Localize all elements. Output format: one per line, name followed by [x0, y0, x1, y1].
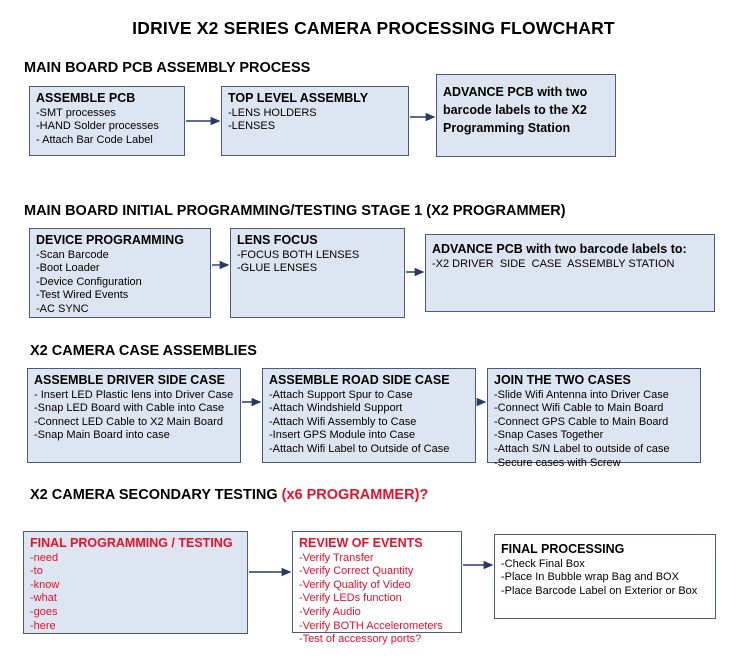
box-join-the-two-cases-line-5: -Secure cases with Screw — [494, 456, 621, 469]
box-device-programming-line-4: -AC SYNC — [36, 302, 89, 315]
box-final-programming-testing — [23, 531, 248, 634]
box-assemble-driver-side-case-line-3: -Snap Main Board into case — [34, 429, 170, 442]
box-assemble-road-side-case-title: ASSEMBLE ROAD SIDE CASE — [269, 373, 450, 387]
section-heading-3 — [30, 343, 257, 359]
box-review-of-events-line-3: -Verify LEDs function — [299, 592, 402, 605]
box-device-programming-line-0: -Scan Barcode — [36, 248, 109, 261]
section-heading-4 — [30, 487, 428, 503]
box-assemble-road-side-case-line-0: -Attach Support Spur to Case — [269, 388, 413, 401]
box-join-the-two-cases-title: JOIN THE TWO CASES — [494, 373, 631, 387]
box-assemble-road-side-case-line-4: -Attach Wifi Label to Outside of Case — [269, 442, 450, 455]
box-assemble-pcb — [29, 86, 185, 156]
box-top-level-assembly-line-0: -LENS HOLDERS — [228, 106, 317, 119]
box-assemble-driver-side-case-line-2: -Connect LED Cable to X2 Main Board — [34, 415, 223, 428]
box-review-of-events-line-5: -Verify BOTH Accelerometers — [299, 619, 443, 632]
box-advance-pcb-driver-side-title: ADVANCE PCB with two barcode labels to: — [432, 242, 687, 256]
box-assemble-driver-side-case-line-0: - Insert LED Plastic lens into Driver Case — [34, 388, 234, 401]
box-final-programming-testing-title: FINAL PROGRAMMING / TESTING — [30, 536, 233, 550]
box-review-of-events-line-6: -Test of accessory ports? — [299, 633, 422, 646]
box-join-the-two-cases-line-2: -Connect GPS Cable to Main Board — [494, 415, 669, 428]
box-join-the-two-cases-line-4: -Attach S/N Label to outside of case — [494, 442, 670, 455]
box-advance-pcb-programming-station — [436, 74, 616, 157]
box-final-processing-line-0: -Check Final Box — [501, 557, 585, 570]
box-lens-focus — [230, 228, 405, 318]
box-assemble-driver-side-case-title: ASSEMBLE DRIVER SIDE CASE — [34, 373, 226, 387]
box-assemble-pcb-line-2: - Attach Bar Code Label — [36, 133, 153, 146]
box-review-of-events-line-4: -Verify Audio — [299, 605, 361, 618]
box-lens-focus-title: LENS FOCUS — [237, 233, 318, 247]
box-advance-pcb-programming-station-title: ADVANCE PCB with two barcode labels to the X2 Programming Station — [443, 85, 588, 135]
box-join-the-two-cases-line-3: -Snap Cases Together — [494, 429, 604, 442]
section-heading-2-label: MAIN BOARD INITIAL PROGRAMMING/TESTING STAGE 1 (X2 PROGRAMMER) — [24, 203, 566, 219]
box-lens-focus-line-1: -GLUE LENSES — [237, 262, 318, 275]
box-top-level-assembly-title: TOP LEVEL ASSEMBLY — [228, 91, 369, 105]
box-review-of-events-line-1: -Verify Correct Quantity — [299, 565, 414, 578]
box-final-programming-testing-line-0: -need — [30, 551, 59, 564]
box-advance-pcb-driver-side-line-0: -X2 DRIVER SIDE CASE ASSEMBLY STATION — [432, 257, 675, 270]
section-heading-2 — [24, 203, 566, 219]
box-device-programming-line-3: -Test Wired Events — [36, 289, 129, 302]
box-final-programming-testing-line-2: -know — [30, 578, 60, 591]
box-advance-pcb-driver-side — [425, 234, 715, 312]
box-assemble-pcb-line-1: -HAND Solder processes — [36, 120, 159, 133]
box-device-programming-line-1: -Boot Loader — [36, 262, 100, 275]
box-assemble-road-side-case-line-3: -Insert GPS Module into Case — [269, 429, 416, 442]
box-assemble-driver-side-case — [27, 368, 241, 463]
section-heading-1 — [24, 60, 310, 76]
section-heading-3-label: X2 CAMERA CASE ASSEMBLIES — [30, 343, 257, 359]
box-join-the-two-cases-line-0: -Slide Wifi Antenna into Driver Case — [494, 388, 669, 401]
box-review-of-events-line-2: -Verify Quality of Video — [299, 578, 411, 591]
box-assemble-road-side-case-line-2: -Attach Wifi Assembly to Case — [269, 415, 417, 428]
box-review-of-events-title: REVIEW OF EVENTS — [299, 536, 423, 550]
box-device-programming-line-2: -Device Configuration — [36, 275, 142, 288]
box-assemble-road-side-case-line-1: -Attach Windshield Support — [269, 402, 403, 415]
box-final-programming-testing-line-1: -to — [30, 565, 43, 578]
section-heading-1-label: MAIN BOARD PCB ASSEMBLY PROCESS — [24, 60, 311, 76]
box-final-processing — [494, 534, 716, 619]
box-assemble-pcb-title: ASSEMBLE PCB — [36, 91, 136, 105]
box-device-programming-title: DEVICE PROGRAMMING — [36, 233, 184, 247]
box-join-the-two-cases — [487, 368, 701, 469]
box-final-programming-testing-line-5: -here — [30, 619, 56, 632]
box-lens-focus-line-0: -FOCUS BOTH LENSES — [237, 248, 360, 261]
page-title: IDRIVE X2 SERIES CAMERA PROCESSING FLOWCHART — [132, 18, 615, 38]
section-heading-4-suffix: (x6 PROGRAMMER)? — [281, 487, 429, 503]
box-review-of-events-line-0: -Verify Transfer — [299, 551, 374, 564]
box-final-programming-testing-line-4: -goes — [30, 605, 58, 618]
box-top-level-assembly-line-1: -LENSES — [228, 120, 276, 133]
box-final-programming-testing-line-3: -what — [30, 592, 57, 605]
box-final-processing-line-2: -Place Barcode Label on Exterior or Box — [501, 584, 698, 597]
box-review-of-events — [292, 531, 462, 646]
box-assemble-driver-side-case-line-1: -Snap LED Board with Cable into Case — [34, 402, 225, 415]
box-top-level-assembly — [221, 86, 409, 156]
section-heading-4-label: X2 CAMERA SECONDARY TESTING — [30, 487, 282, 503]
box-assemble-pcb-line-0: -SMT processes — [36, 106, 116, 119]
box-final-processing-line-1: -Place In Bubble wrap Bag and BOX — [501, 571, 679, 584]
box-final-processing-title: FINAL PROCESSING — [501, 542, 625, 556]
box-assemble-road-side-case — [262, 368, 476, 463]
box-join-the-two-cases-line-1: -Connect Wifi Cable to Main Board — [494, 402, 664, 415]
box-device-programming — [29, 228, 211, 318]
